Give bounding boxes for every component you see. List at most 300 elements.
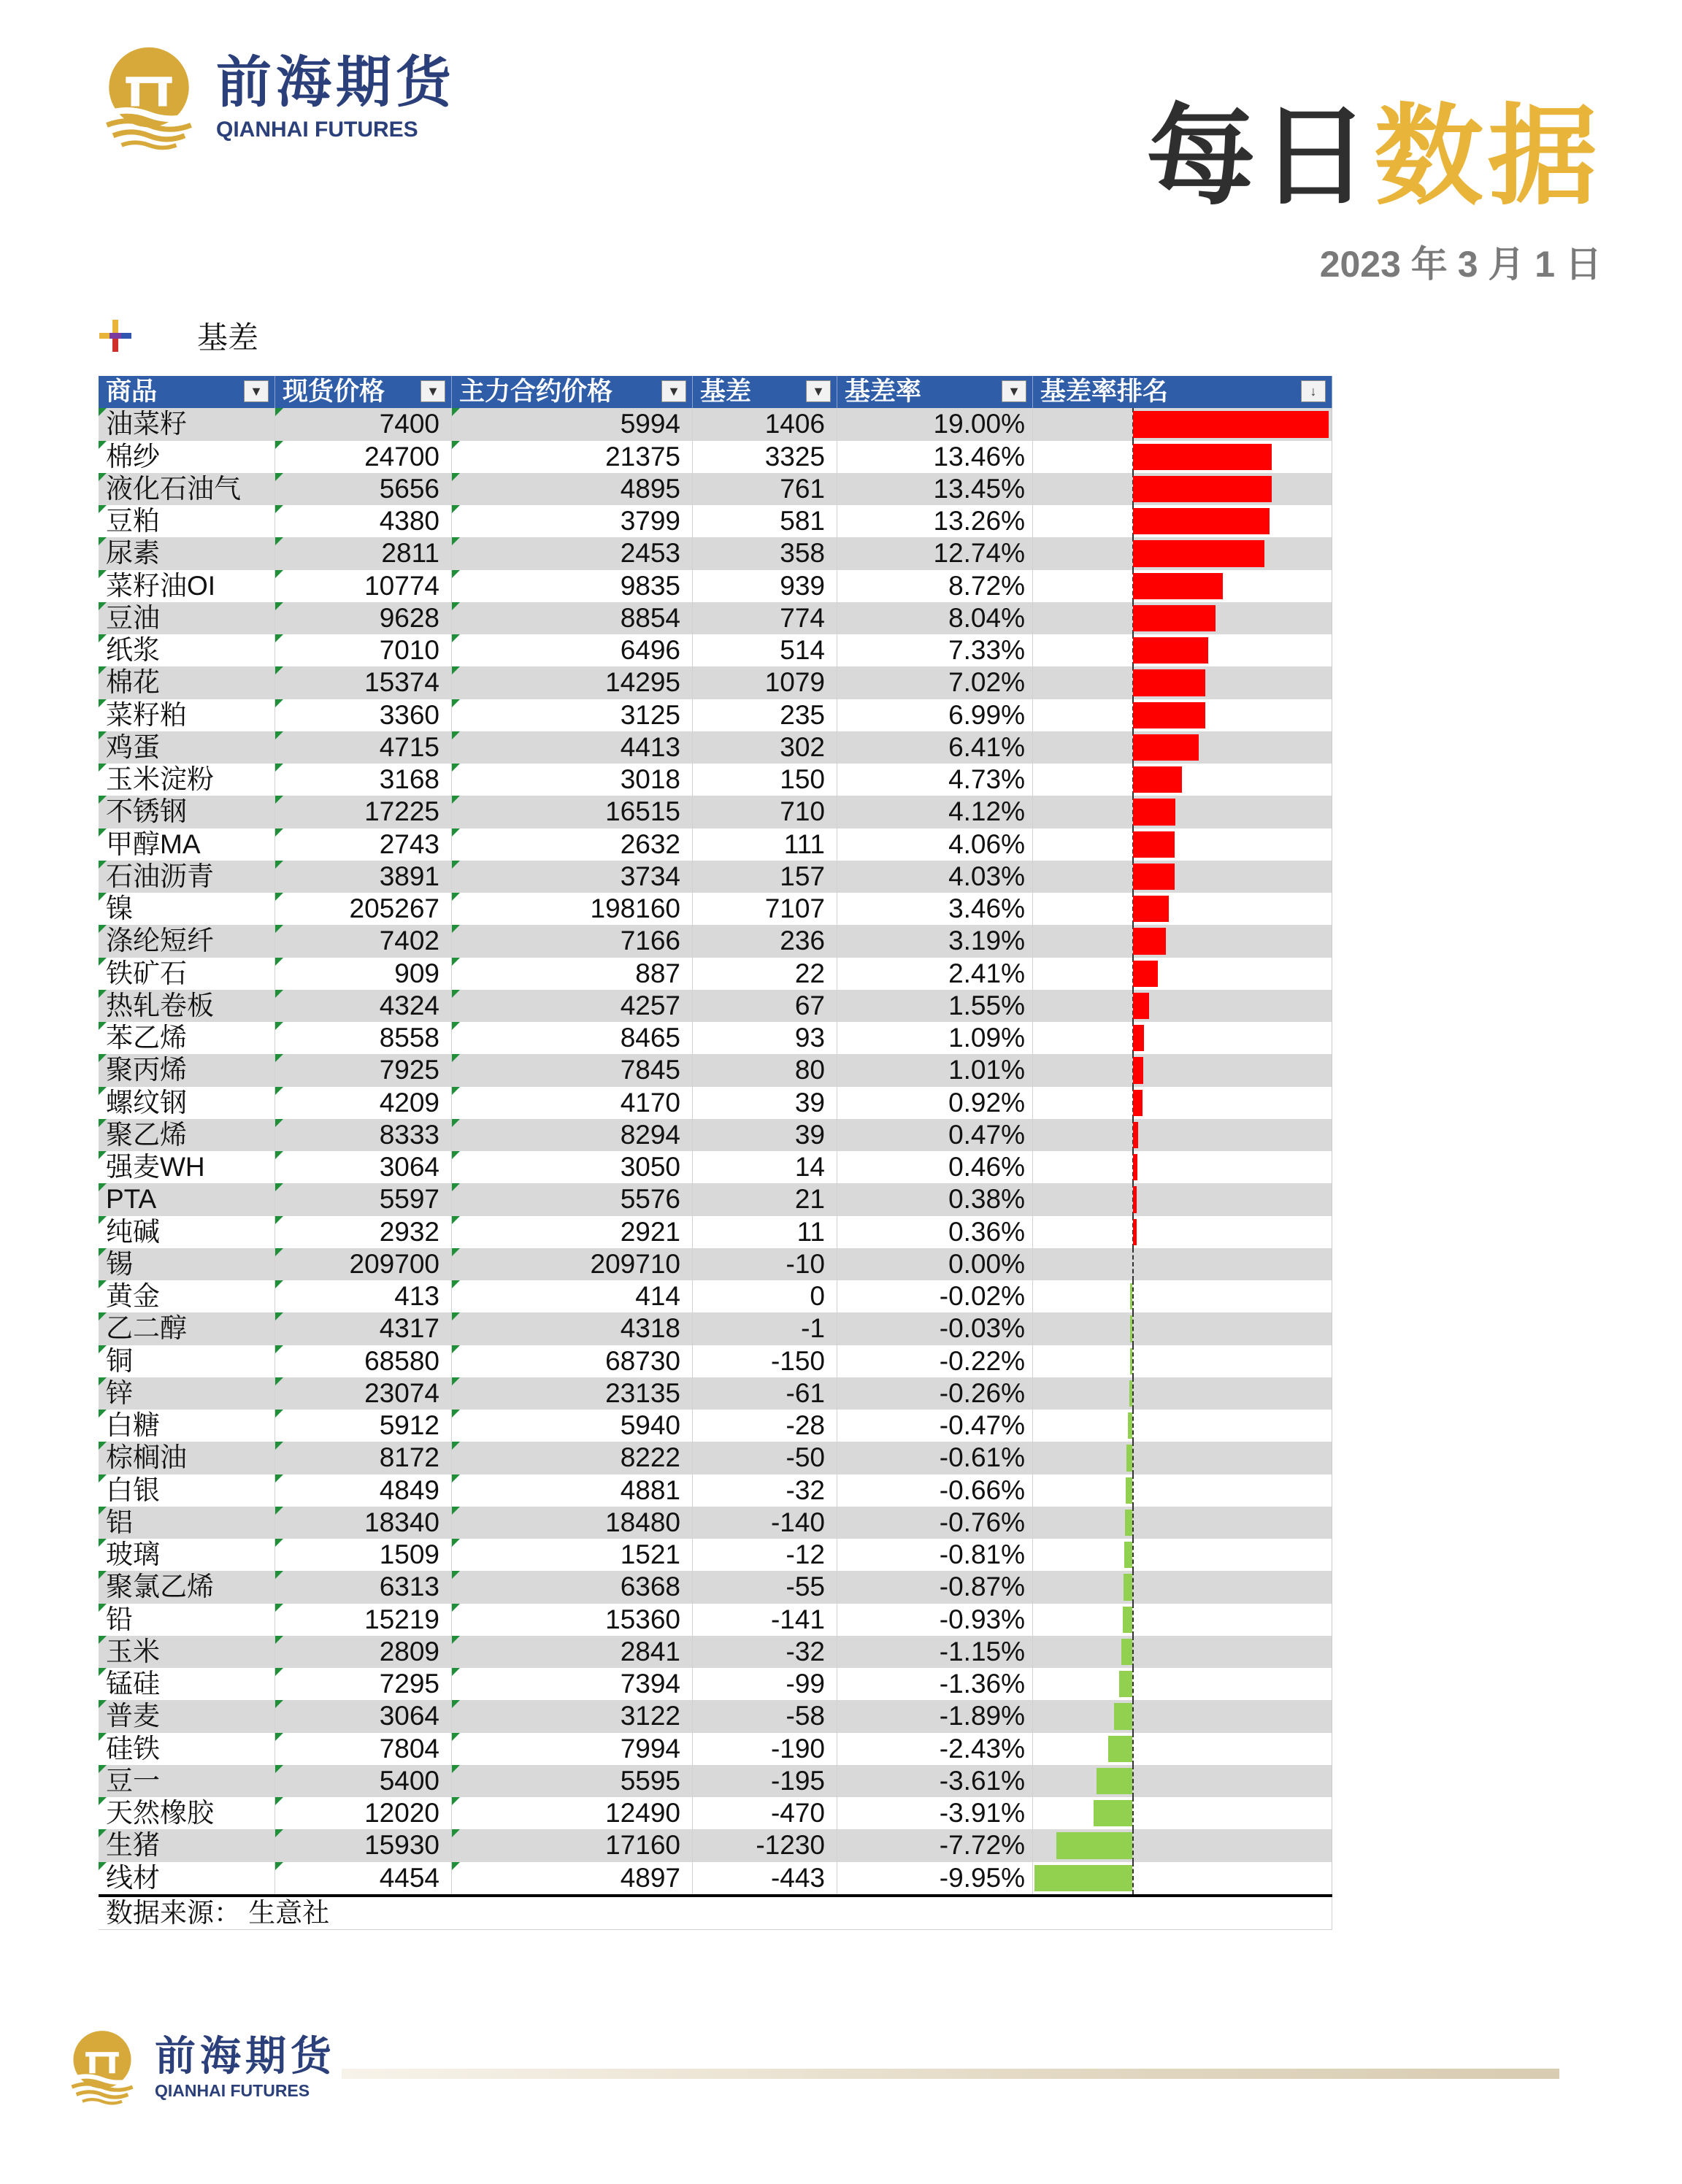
commodity-cell[interactable]: 豆粕 bbox=[99, 505, 275, 537]
main-contract-price-cell[interactable]: 14295 bbox=[452, 666, 693, 699]
basis-cell[interactable]: 80 bbox=[693, 1054, 837, 1086]
commodity-cell[interactable]: 天然橡胶 bbox=[99, 1797, 275, 1829]
column-header-commodity[interactable] bbox=[99, 376, 275, 408]
basis-rate-rank-cell[interactable] bbox=[1033, 1700, 1332, 1732]
negative-rate-bar bbox=[1094, 1800, 1132, 1826]
basis-rate-rank-cell[interactable] bbox=[1033, 1345, 1332, 1377]
commodity-cell[interactable]: 豆油 bbox=[99, 602, 275, 634]
basis-rate-rank-cell[interactable] bbox=[1033, 1604, 1332, 1636]
basis-rate-rank-cell[interactable] bbox=[1033, 731, 1332, 764]
basis-rate-rank-cell[interactable] bbox=[1033, 1442, 1332, 1474]
spot-price-cell[interactable]: 12020 bbox=[275, 1797, 452, 1829]
basis-rate-rank-cell[interactable] bbox=[1033, 990, 1332, 1022]
basis-cell[interactable]: 14 bbox=[693, 1151, 837, 1183]
basis-rate-cell[interactable]: 0.47% bbox=[837, 1119, 1033, 1151]
commodity-cell[interactable]: 纸浆 bbox=[99, 634, 275, 666]
sort-descending-icon[interactable]: ↓ bbox=[1301, 380, 1326, 402]
main-contract-price-cell[interactable]: 9835 bbox=[452, 570, 693, 602]
basis-rate-cell[interactable]: 12.74% bbox=[837, 537, 1033, 569]
main-contract-price-cell[interactable]: 3122 bbox=[452, 1700, 693, 1732]
main-contract-price-cell[interactable]: 3125 bbox=[452, 699, 693, 731]
basis-rate-rank-cell[interactable] bbox=[1033, 634, 1332, 666]
commodity-cell[interactable]: 铜 bbox=[99, 1345, 275, 1377]
commodity-cell[interactable]: 不锈钢 bbox=[99, 796, 275, 828]
basis-cell[interactable]: 514 bbox=[693, 634, 837, 666]
main-contract-price-cell[interactable]: 1521 bbox=[452, 1539, 693, 1571]
basis-rate-cell[interactable]: 13.46% bbox=[837, 441, 1033, 473]
spot-price-cell[interactable]: 7295 bbox=[275, 1668, 452, 1700]
table-row bbox=[99, 1733, 1332, 1765]
basis-rate-cell[interactable]: 4.73% bbox=[837, 764, 1033, 796]
commodity-cell[interactable]: 鸡蛋 bbox=[99, 731, 275, 764]
main-contract-price-cell[interactable]: 887 bbox=[452, 958, 693, 990]
basis-cell[interactable]: 774 bbox=[693, 602, 837, 634]
table-row bbox=[99, 537, 1332, 569]
basis-rate-rank-cell[interactable] bbox=[1033, 1733, 1332, 1765]
basis-rate-cell[interactable]: 13.26% bbox=[837, 505, 1033, 537]
table-row bbox=[99, 1474, 1332, 1507]
main-contract-price-cell[interactable]: 2921 bbox=[452, 1216, 693, 1248]
basis-cell[interactable]: 1079 bbox=[693, 666, 837, 699]
spot-price-cell[interactable]: 7010 bbox=[275, 634, 452, 666]
commodity-cell[interactable]: 螺纹钢 bbox=[99, 1087, 275, 1119]
main-contract-price-cell[interactable]: 8465 bbox=[452, 1022, 693, 1054]
commodity-cell[interactable]: 聚氯乙烯 bbox=[99, 1571, 275, 1603]
basis-cell[interactable]: -32 bbox=[693, 1474, 837, 1507]
main-contract-price-cell[interactable]: 6368 bbox=[452, 1571, 693, 1603]
spot-price-cell[interactable]: 23074 bbox=[275, 1377, 452, 1410]
spot-price-cell[interactable]: 5912 bbox=[275, 1410, 452, 1442]
commodity-cell[interactable]: PTA bbox=[99, 1183, 275, 1215]
basis-rate-cell[interactable]: 3.19% bbox=[837, 925, 1033, 957]
column-header-basis[interactable] bbox=[693, 376, 837, 408]
basis-cell[interactable]: 11 bbox=[693, 1216, 837, 1248]
commodity-cell[interactable]: 菜籽油OI bbox=[99, 570, 275, 602]
basis-rate-cell[interactable]: -1.89% bbox=[837, 1700, 1033, 1732]
basis-rate-cell[interactable]: -0.76% bbox=[837, 1507, 1033, 1539]
basis-rate-rank-cell[interactable] bbox=[1033, 764, 1332, 796]
commodity-cell[interactable]: 白银 bbox=[99, 1474, 275, 1507]
main-contract-price-cell[interactable]: 2453 bbox=[452, 537, 693, 569]
basis-rate-cell[interactable]: -0.87% bbox=[837, 1571, 1033, 1603]
spot-price-cell[interactable]: 4715 bbox=[275, 731, 452, 764]
basis-rate-cell[interactable]: 0.36% bbox=[837, 1216, 1033, 1248]
basis-rate-cell[interactable]: 4.03% bbox=[837, 861, 1033, 893]
basis-rate-cell[interactable]: -2.43% bbox=[837, 1733, 1033, 1765]
basis-cell[interactable]: 93 bbox=[693, 1022, 837, 1054]
basis-rate-rank-cell[interactable] bbox=[1033, 1312, 1332, 1345]
main-contract-price-cell[interactable]: 8222 bbox=[452, 1442, 693, 1474]
commodity-cell[interactable]: 菜籽粕 bbox=[99, 699, 275, 731]
basis-rate-cell[interactable]: 2.41% bbox=[837, 958, 1033, 990]
main-contract-price-cell[interactable]: 5940 bbox=[452, 1410, 693, 1442]
basis-rate-rank-cell[interactable] bbox=[1033, 796, 1332, 828]
basis-cell[interactable]: 3325 bbox=[693, 441, 837, 473]
basis-rate-rank-cell[interactable] bbox=[1033, 1410, 1332, 1442]
table-row bbox=[99, 958, 1332, 990]
main-contract-price-cell[interactable]: 5994 bbox=[452, 408, 693, 440]
spot-price-cell[interactable]: 10774 bbox=[275, 570, 452, 602]
basis-rate-cell[interactable]: 7.33% bbox=[837, 634, 1033, 666]
spot-price-cell[interactable]: 8172 bbox=[275, 1442, 452, 1474]
negative-rate-bar bbox=[1129, 1380, 1132, 1407]
main-contract-price-cell[interactable]: 4257 bbox=[452, 990, 693, 1022]
spot-price-cell[interactable]: 24700 bbox=[275, 441, 452, 473]
basis-rate-rank-cell[interactable] bbox=[1033, 1571, 1332, 1603]
basis-rate-cell[interactable]: 4.12% bbox=[837, 796, 1033, 828]
basis-cell[interactable]: -28 bbox=[693, 1410, 837, 1442]
basis-rate-rank-cell[interactable] bbox=[1033, 1377, 1332, 1410]
basis-rate-cell[interactable]: 0.92% bbox=[837, 1087, 1033, 1119]
basis-cell[interactable]: 39 bbox=[693, 1087, 837, 1119]
spot-price-cell[interactable]: 18340 bbox=[275, 1507, 452, 1539]
basis-cell[interactable]: 235 bbox=[693, 699, 837, 731]
main-contract-price-cell[interactable]: 4897 bbox=[452, 1862, 693, 1894]
main-contract-price-cell[interactable]: 5576 bbox=[452, 1183, 693, 1215]
table-row bbox=[99, 1797, 1332, 1829]
spot-price-cell[interactable]: 4849 bbox=[275, 1474, 452, 1507]
basis-rate-rank-cell[interactable] bbox=[1033, 861, 1332, 893]
basis-rate-rank-cell[interactable] bbox=[1033, 925, 1332, 957]
basis-rate-cell[interactable]: -0.81% bbox=[837, 1539, 1033, 1571]
basis-cell[interactable]: -55 bbox=[693, 1571, 837, 1603]
basis-cell[interactable]: 7107 bbox=[693, 893, 837, 925]
spot-price-cell[interactable]: 1509 bbox=[275, 1539, 452, 1571]
spot-price-cell[interactable]: 8558 bbox=[275, 1022, 452, 1054]
spot-price-cell[interactable]: 6313 bbox=[275, 1571, 452, 1603]
spot-price-cell[interactable]: 2809 bbox=[275, 1636, 452, 1668]
basis-rate-cell[interactable]: -0.03% bbox=[837, 1312, 1033, 1345]
spot-price-cell[interactable]: 909 bbox=[275, 958, 452, 990]
basis-rate-cell[interactable]: -0.26% bbox=[837, 1377, 1033, 1410]
commodity-cell[interactable]: 棕榈油 bbox=[99, 1442, 275, 1474]
spot-price-cell[interactable]: 4454 bbox=[275, 1862, 452, 1894]
commodity-cell[interactable]: 甲醇MA bbox=[99, 828, 275, 861]
main-contract-price-cell[interactable]: 2841 bbox=[452, 1636, 693, 1668]
basis-cell[interactable]: 39 bbox=[693, 1119, 837, 1151]
filter-dropdown-icon[interactable]: ▼ bbox=[806, 380, 831, 402]
spot-price-cell[interactable]: 2932 bbox=[275, 1216, 452, 1248]
basis-cell[interactable]: 150 bbox=[693, 764, 837, 796]
commodity-cell[interactable]: 尿素 bbox=[99, 537, 275, 569]
basis-cell[interactable]: 157 bbox=[693, 861, 837, 893]
basis-cell[interactable]: -190 bbox=[693, 1733, 837, 1765]
basis-rate-rank-cell[interactable] bbox=[1033, 602, 1332, 634]
filter-dropdown-icon[interactable]: ▼ bbox=[661, 380, 686, 402]
spot-price-cell[interactable]: 5597 bbox=[275, 1183, 452, 1215]
main-contract-price-cell[interactable]: 2632 bbox=[452, 828, 693, 861]
commodity-cell[interactable]: 生猪 bbox=[99, 1829, 275, 1861]
basis-rate-rank-cell[interactable] bbox=[1033, 408, 1332, 440]
commodity-cell[interactable]: 苯乙烯 bbox=[99, 1022, 275, 1054]
basis-rate-rank-cell[interactable] bbox=[1033, 699, 1332, 731]
main-contract-price-cell[interactable]: 8854 bbox=[452, 602, 693, 634]
basis-rate-rank-cell[interactable] bbox=[1033, 828, 1332, 861]
basis-cell[interactable]: -50 bbox=[693, 1442, 837, 1474]
basis-cell[interactable]: -443 bbox=[693, 1862, 837, 1894]
basis-cell[interactable]: -140 bbox=[693, 1507, 837, 1539]
basis-cell[interactable]: 358 bbox=[693, 537, 837, 569]
basis-rate-rank-cell[interactable] bbox=[1033, 1668, 1332, 1700]
spot-price-cell[interactable]: 9628 bbox=[275, 602, 452, 634]
basis-rate-cell[interactable]: 1.09% bbox=[837, 1022, 1033, 1054]
commodity-cell[interactable]: 涤纶短纤 bbox=[99, 925, 275, 957]
column-header-basis-rate[interactable] bbox=[837, 376, 1033, 408]
basis-rate-cell[interactable]: -0.61% bbox=[837, 1442, 1033, 1474]
basis-rate-cell[interactable]: 1.55% bbox=[837, 990, 1033, 1022]
commodity-cell[interactable]: 铁矿石 bbox=[99, 958, 275, 990]
basis-cell[interactable]: 710 bbox=[693, 796, 837, 828]
basis-rate-rank-cell[interactable] bbox=[1033, 1765, 1332, 1797]
spot-price-cell[interactable]: 5656 bbox=[275, 473, 452, 505]
basis-cell[interactable]: -1 bbox=[693, 1312, 837, 1345]
spot-price-cell[interactable]: 15219 bbox=[275, 1604, 452, 1636]
column-header-main-contract[interactable] bbox=[452, 376, 693, 408]
commodity-cell[interactable]: 铝 bbox=[99, 1507, 275, 1539]
basis-rate-rank-cell[interactable] bbox=[1033, 1539, 1332, 1571]
basis-rate-rank-cell[interactable] bbox=[1033, 666, 1332, 699]
basis-rate-cell[interactable]: 13.45% bbox=[837, 473, 1033, 505]
basis-rate-cell[interactable]: -0.22% bbox=[837, 1345, 1033, 1377]
filter-dropdown-icon[interactable]: ▼ bbox=[244, 380, 269, 402]
basis-rate-cell[interactable]: -0.66% bbox=[837, 1474, 1033, 1507]
basis-cell[interactable]: -32 bbox=[693, 1636, 837, 1668]
basis-rate-cell[interactable]: -7.72% bbox=[837, 1829, 1033, 1861]
commodity-cell[interactable]: 锌 bbox=[99, 1377, 275, 1410]
basis-rate-rank-cell[interactable] bbox=[1033, 958, 1332, 990]
basis-rate-cell[interactable]: 0.00% bbox=[837, 1248, 1033, 1280]
main-contract-price-cell[interactable]: 198160 bbox=[452, 893, 693, 925]
main-contract-price-cell[interactable]: 3050 bbox=[452, 1151, 693, 1183]
main-contract-price-cell[interactable]: 414 bbox=[452, 1280, 693, 1312]
basis-cell[interactable]: 22 bbox=[693, 958, 837, 990]
basis-rate-rank-cell[interactable] bbox=[1033, 1829, 1332, 1861]
basis-rate-rank-cell[interactable] bbox=[1033, 1022, 1332, 1054]
main-contract-price-cell[interactable]: 4318 bbox=[452, 1312, 693, 1345]
commodity-cell[interactable]: 热轧卷板 bbox=[99, 990, 275, 1022]
basis-cell[interactable]: -470 bbox=[693, 1797, 837, 1829]
basis-cell[interactable]: -99 bbox=[693, 1668, 837, 1700]
basis-cell[interactable]: -1230 bbox=[693, 1829, 837, 1861]
commodity-cell[interactable]: 豆一 bbox=[99, 1765, 275, 1797]
spot-price-cell[interactable]: 3360 bbox=[275, 699, 452, 731]
filter-dropdown-icon[interactable]: ▼ bbox=[420, 380, 445, 402]
table-body bbox=[99, 408, 1332, 1897]
basis-rate-rank-cell[interactable] bbox=[1033, 1087, 1332, 1119]
basis-rate-cell[interactable]: 6.99% bbox=[837, 699, 1033, 731]
basis-rate-rank-cell[interactable] bbox=[1033, 1054, 1332, 1086]
main-contract-price-cell[interactable]: 4413 bbox=[452, 731, 693, 764]
basis-cell[interactable]: 939 bbox=[693, 570, 837, 602]
commodity-cell[interactable]: 纯碱 bbox=[99, 1216, 275, 1248]
commodity-cell[interactable]: 铅 bbox=[99, 1604, 275, 1636]
commodity-cell[interactable]: 锰硅 bbox=[99, 1668, 275, 1700]
spot-price-cell[interactable]: 5400 bbox=[275, 1765, 452, 1797]
main-contract-price-cell[interactable]: 7166 bbox=[452, 925, 693, 957]
main-contract-price-cell[interactable]: 4170 bbox=[452, 1087, 693, 1119]
main-contract-price-cell[interactable]: 7845 bbox=[452, 1054, 693, 1086]
basis-rate-cell[interactable]: -0.47% bbox=[837, 1410, 1033, 1442]
basis-rate-rank-cell[interactable] bbox=[1033, 893, 1332, 925]
spot-price-cell[interactable]: 209700 bbox=[275, 1248, 452, 1280]
basis-rate-cell[interactable]: 8.72% bbox=[837, 570, 1033, 602]
commodity-cell[interactable]: 镍 bbox=[99, 893, 275, 925]
spot-price-cell[interactable]: 7400 bbox=[275, 408, 452, 440]
main-contract-price-cell[interactable]: 4881 bbox=[452, 1474, 693, 1507]
commodity-cell[interactable]: 玻璃 bbox=[99, 1539, 275, 1571]
commodity-cell[interactable]: 乙二醇 bbox=[99, 1312, 275, 1345]
footer-brand-name-cn: 前海期货 bbox=[155, 2031, 336, 2080]
basis-rate-rank-cell[interactable] bbox=[1033, 1862, 1332, 1894]
basis-rate-cell[interactable]: 6.41% bbox=[837, 731, 1033, 764]
basis-rate-cell[interactable]: -9.95% bbox=[837, 1862, 1033, 1894]
commodity-cell[interactable]: 棉花 bbox=[99, 666, 275, 699]
commodity-cell[interactable]: 玉米淀粉 bbox=[99, 764, 275, 796]
main-contract-price-cell[interactable]: 8294 bbox=[452, 1119, 693, 1151]
basis-rate-cell[interactable]: 1.01% bbox=[837, 1054, 1033, 1086]
main-contract-price-cell[interactable]: 17160 bbox=[452, 1829, 693, 1861]
basis-cell[interactable]: -58 bbox=[693, 1700, 837, 1732]
basis-rate-rank-cell[interactable] bbox=[1033, 1183, 1332, 1215]
spot-price-cell[interactable]: 8333 bbox=[275, 1119, 452, 1151]
basis-rate-cell[interactable]: 4.06% bbox=[837, 828, 1033, 861]
column-header-spot[interactable] bbox=[275, 376, 452, 408]
basis-rate-rank-cell[interactable] bbox=[1033, 1119, 1332, 1151]
spot-price-cell[interactable]: 2811 bbox=[275, 537, 452, 569]
basis-rate-cell[interactable]: -0.93% bbox=[837, 1604, 1033, 1636]
basis-rate-cell[interactable]: 19.00% bbox=[837, 408, 1033, 440]
basis-rate-rank-cell[interactable] bbox=[1033, 473, 1332, 505]
basis-rate-cell[interactable]: -3.91% bbox=[837, 1797, 1033, 1829]
commodity-cell[interactable]: 黄金 bbox=[99, 1280, 275, 1312]
basis-rate-cell[interactable]: 8.04% bbox=[837, 602, 1033, 634]
basis-cell[interactable]: 111 bbox=[693, 828, 837, 861]
main-contract-price-cell[interactable]: 68730 bbox=[452, 1345, 693, 1377]
basis-rate-rank-cell[interactable] bbox=[1033, 1636, 1332, 1668]
commodity-cell[interactable]: 白糖 bbox=[99, 1410, 275, 1442]
basis-rate-cell[interactable]: 7.02% bbox=[837, 666, 1033, 699]
basis-cell[interactable]: 1406 bbox=[693, 408, 837, 440]
commodity-cell[interactable]: 油菜籽 bbox=[99, 408, 275, 440]
main-contract-price-cell[interactable]: 15360 bbox=[452, 1604, 693, 1636]
basis-rate-rank-cell[interactable] bbox=[1033, 1507, 1332, 1539]
commodity-cell[interactable]: 线材 bbox=[99, 1862, 275, 1894]
column-header-basis-rank[interactable] bbox=[1033, 376, 1332, 408]
main-contract-price-cell[interactable]: 3018 bbox=[452, 764, 693, 796]
commodity-cell[interactable]: 液化石油气 bbox=[99, 473, 275, 505]
spot-price-cell[interactable]: 3064 bbox=[275, 1700, 452, 1732]
commodity-cell[interactable]: 棉纱 bbox=[99, 441, 275, 473]
basis-rate-rank-cell[interactable] bbox=[1033, 570, 1332, 602]
main-contract-price-cell[interactable]: 6496 bbox=[452, 634, 693, 666]
basis-cell[interactable]: 236 bbox=[693, 925, 837, 957]
basis-rate-rank-cell[interactable] bbox=[1033, 1151, 1332, 1183]
basis-cell[interactable]: -195 bbox=[693, 1765, 837, 1797]
basis-rate-rank-cell[interactable] bbox=[1033, 1216, 1332, 1248]
spot-price-cell[interactable]: 413 bbox=[275, 1280, 452, 1312]
commodity-cell[interactable]: 普麦 bbox=[99, 1700, 275, 1732]
spot-price-cell[interactable]: 17225 bbox=[275, 796, 452, 828]
commodity-cell[interactable]: 石油沥青 bbox=[99, 861, 275, 893]
basis-rate-rank-cell[interactable] bbox=[1033, 537, 1332, 569]
main-contract-price-cell[interactable]: 18480 bbox=[452, 1507, 693, 1539]
commodity-cell[interactable]: 锡 bbox=[99, 1248, 275, 1280]
basis-rate-rank-cell[interactable] bbox=[1033, 1248, 1332, 1280]
main-contract-price-cell[interactable]: 12490 bbox=[452, 1797, 693, 1829]
commodity-cell[interactable]: 玉米 bbox=[99, 1636, 275, 1668]
basis-rate-cell[interactable]: -1.36% bbox=[837, 1668, 1033, 1700]
commodity-cell[interactable]: 聚乙烯 bbox=[99, 1119, 275, 1151]
basis-cell[interactable]: 761 bbox=[693, 473, 837, 505]
basis-cell[interactable]: -12 bbox=[693, 1539, 837, 1571]
basis-rate-cell[interactable]: 0.46% bbox=[837, 1151, 1033, 1183]
basis-rate-cell[interactable]: -3.61% bbox=[837, 1765, 1033, 1797]
basis-cell[interactable]: 67 bbox=[693, 990, 837, 1022]
spot-price-cell[interactable]: 15930 bbox=[275, 1829, 452, 1861]
spot-price-cell[interactable]: 4380 bbox=[275, 505, 452, 537]
spot-price-cell[interactable]: 4324 bbox=[275, 990, 452, 1022]
basis-rate-cell[interactable]: 3.46% bbox=[837, 893, 1033, 925]
basis-rate-rank-cell[interactable] bbox=[1033, 505, 1332, 537]
commodity-cell[interactable]: 硅铁 bbox=[99, 1733, 275, 1765]
basis-cell[interactable]: -61 bbox=[693, 1377, 837, 1410]
commodity-cell[interactable]: 聚丙烯 bbox=[99, 1054, 275, 1086]
spot-price-cell[interactable]: 2743 bbox=[275, 828, 452, 861]
basis-cell[interactable]: -141 bbox=[693, 1604, 837, 1636]
basis-cell[interactable]: 21 bbox=[693, 1183, 837, 1215]
basis-rate-cell[interactable]: -1.15% bbox=[837, 1636, 1033, 1668]
main-contract-price-cell[interactable]: 3734 bbox=[452, 861, 693, 893]
main-contract-price-cell[interactable]: 5595 bbox=[452, 1765, 693, 1797]
spot-price-cell[interactable]: 7925 bbox=[275, 1054, 452, 1086]
main-contract-price-cell[interactable]: 3799 bbox=[452, 505, 693, 537]
commodity-cell[interactable]: 强麦WH bbox=[99, 1151, 275, 1183]
basis-rate-rank-cell[interactable] bbox=[1033, 1474, 1332, 1507]
filter-dropdown-icon[interactable]: ▼ bbox=[1002, 380, 1026, 402]
basis-rate-cell[interactable]: -0.02% bbox=[837, 1280, 1033, 1312]
spot-price-cell[interactable]: 7402 bbox=[275, 925, 452, 957]
basis-cell[interactable]: 302 bbox=[693, 731, 837, 764]
positive-rate-bar bbox=[1133, 1186, 1137, 1212]
basis-cell[interactable]: -10 bbox=[693, 1248, 837, 1280]
spot-price-cell[interactable]: 3891 bbox=[275, 861, 452, 893]
basis-cell[interactable]: 581 bbox=[693, 505, 837, 537]
main-contract-price-cell[interactable]: 4895 bbox=[452, 473, 693, 505]
main-contract-price-cell[interactable]: 7394 bbox=[452, 1668, 693, 1700]
spot-price-cell[interactable]: 3064 bbox=[275, 1151, 452, 1183]
spot-price-cell[interactable]: 68580 bbox=[275, 1345, 452, 1377]
spot-price-cell[interactable]: 4209 bbox=[275, 1087, 452, 1119]
column-header-label: 现货价格 bbox=[283, 377, 385, 406]
basis-rate-rank-cell[interactable] bbox=[1033, 1797, 1332, 1829]
basis-rate-cell[interactable]: 0.38% bbox=[837, 1183, 1033, 1215]
spot-price-cell[interactable]: 205267 bbox=[275, 893, 452, 925]
spot-price-cell[interactable]: 15374 bbox=[275, 666, 452, 699]
basis-rate-rank-cell[interactable] bbox=[1033, 441, 1332, 473]
main-contract-price-cell[interactable]: 21375 bbox=[452, 441, 693, 473]
main-contract-price-cell[interactable]: 209710 bbox=[452, 1248, 693, 1280]
spot-price-cell[interactable]: 7804 bbox=[275, 1733, 452, 1765]
basis-cell[interactable]: 0 bbox=[693, 1280, 837, 1312]
basis-rate-rank-cell[interactable] bbox=[1033, 1280, 1332, 1312]
table-row bbox=[99, 1119, 1332, 1151]
spot-price-cell[interactable]: 3168 bbox=[275, 764, 452, 796]
main-contract-price-cell[interactable]: 23135 bbox=[452, 1377, 693, 1410]
basis-cell[interactable]: -150 bbox=[693, 1345, 837, 1377]
main-contract-price-cell[interactable]: 16515 bbox=[452, 796, 693, 828]
main-contract-price-cell[interactable]: 7994 bbox=[452, 1733, 693, 1765]
spot-price-cell[interactable]: 4317 bbox=[275, 1312, 452, 1345]
